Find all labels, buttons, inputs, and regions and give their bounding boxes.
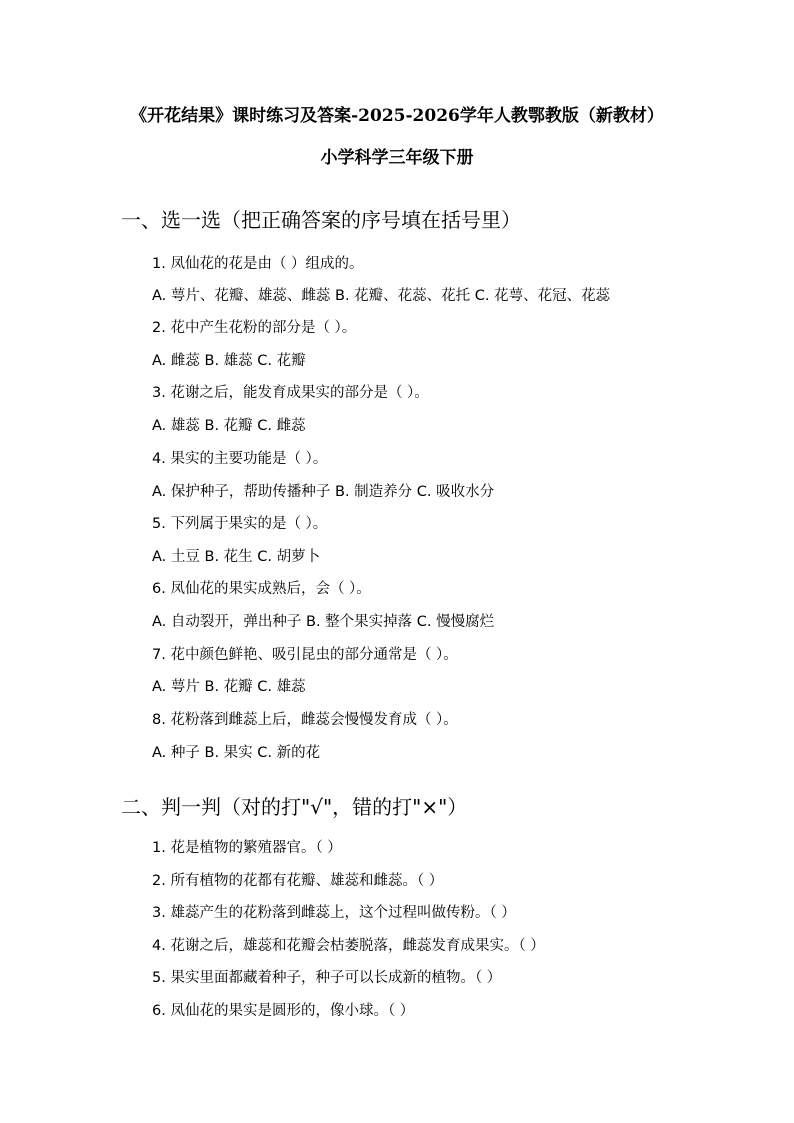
question-7: 7. 花中颜色鲜艳、吸引昆虫的部分通常是（ ）。 [152, 647, 458, 663]
question-7-options: A. 萼片 B. 花瓣 C. 雄蕊 [152, 679, 306, 695]
question-4-options: A. 保护种子，帮助传播种子 B. 制造养分 C. 吸收水分 [152, 484, 495, 500]
section-2-heading: 二、判一判（对的打"√"，错的打"×"） [121, 795, 468, 819]
question-6: 6. 凤仙花的果实成熟后，会（ ）。 [152, 581, 371, 597]
judgement-3: 3. 雄蕊产生的花粉落到雌蕊上，这个过程叫做传粉。（ ） [152, 905, 516, 921]
question-3: 3. 花谢之后，能发育成果实的部分是（ ）。 [152, 385, 429, 401]
question-2-options: A. 雌蕊 B. 雄蕊 C. 花瓣 [152, 353, 306, 369]
question-4: 4. 果实的主要功能是（ ）。 [152, 451, 328, 467]
judgement-1: 1. 花是植物的繁殖器官。（ ） [152, 840, 342, 856]
section-1-heading: 一、选一选（把正确答案的序号填在括号里） [121, 208, 521, 232]
question-1-options: A. 萼片、花瓣、雄蕊、雌蕊 B. 花瓣、花蕊、花托 C. 花萼、花冠、花蕊 [152, 288, 611, 304]
document-subtitle: 小学科学三年级下册 [320, 148, 474, 168]
question-1: 1. 凤仙花的花是由（ ）组成的。 [152, 256, 364, 272]
judgement-2: 2. 所有植物的花都有花瓣、雄蕊和雌蕊。（ ） [152, 873, 444, 889]
document-title: 《开花结果》课时练习及答案-2025-2026学年人教鄂教版（新教材） [130, 106, 664, 126]
judgement-4: 4. 花谢之后，雄蕊和花瓣会枯萎脱落，雌蕊发育成果实。（ ） [152, 938, 545, 954]
judgement-6: 6. 凤仙花的果实是圆形的，像小球。（ ） [152, 1003, 415, 1019]
question-2: 2. 花中产生花粉的部分是（ ）。 [152, 320, 357, 336]
judgement-5: 5. 果实里面都藏着种子，种子可以长成新的植物。（ ） [152, 970, 502, 986]
question-8: 8. 花粉落到雌蕊上后，雌蕊会慢慢发育成（ ）。 [152, 712, 458, 728]
question-5-options: A. 土豆 B. 花生 C. 胡萝卜 [152, 549, 321, 565]
question-6-options: A. 自动裂开，弹出种子 B. 整个果实掉落 C. 慢慢腐烂 [152, 614, 495, 630]
question-3-options: A. 雄蕊 B. 花瓣 C. 雌蕊 [152, 418, 306, 434]
question-8-options: A. 种子 B. 果实 C. 新的花 [152, 745, 321, 761]
question-5: 5. 下列属于果实的是（ ）。 [152, 516, 328, 532]
